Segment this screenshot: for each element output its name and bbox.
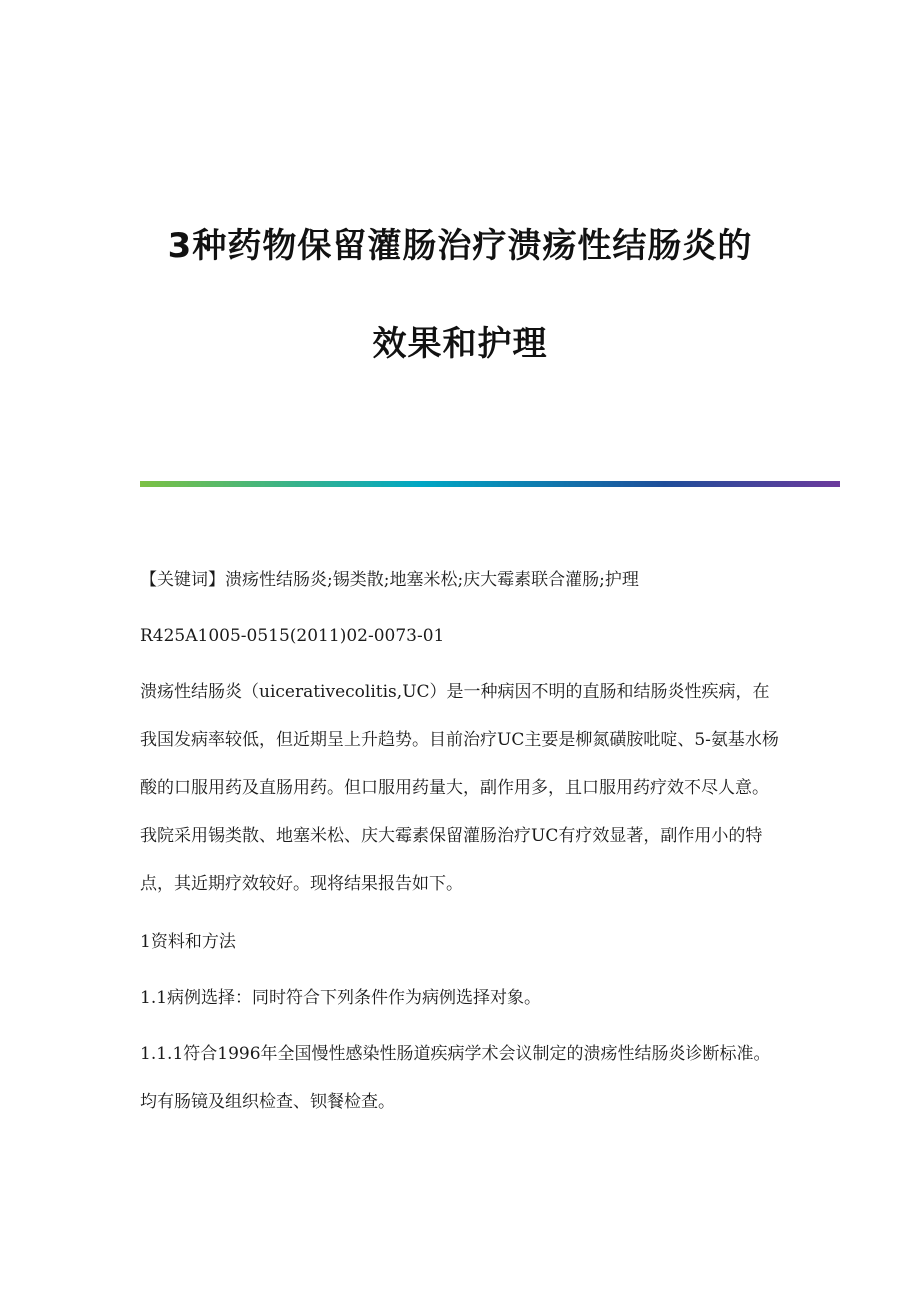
title-divider [140, 481, 840, 487]
section-1-1-paragraph: 1.1病例选择：同时符合下列条件作为病例选择对象。 [140, 988, 542, 1008]
intro-paragraph: 溃疡性结肠炎（uicerativecolitis,UC）是一种病因不明的直肠和结肠炎性疾病，在我国发病率较低，但近期呈上升趋势。目前治疗UC主要是柳氮磺胺吡啶、5-氨基水杨酸的口服用药及直肠用药。但口服用药量大，副作用多，且口服用药疗效不尽人意。我院采用锡类散、地塞米松、庆大霉素保留灌肠治疗UC有疗效显著，副作用小的特点，其近期疗效较好。现将结果报告如下。 [140, 682, 779, 894]
section-1-1-1-paragraph: 1.1.1符合1996年全国慢性感染性肠道疾病学术会议制定的溃疡性结肠炎诊断标准。均有肠镜及组织检查、钡餐检查。 [140, 1044, 771, 1112]
classification-code: R425A1005-0515(2011)02-0073-01 [140, 626, 445, 646]
keywords-paragraph: 【关键词】溃疡性结肠炎;锡类散;地塞米松;庆大霉素联合灌肠;护理 [140, 570, 639, 590]
divider-bar [140, 481, 840, 487]
document-title-line-2: 效果和护理 [372, 324, 548, 364]
document-title-line-1: 3种药物保留灌肠治疗溃疡性结肠炎的 [167, 226, 753, 266]
section-heading-1: 1资料和方法 [140, 932, 236, 952]
